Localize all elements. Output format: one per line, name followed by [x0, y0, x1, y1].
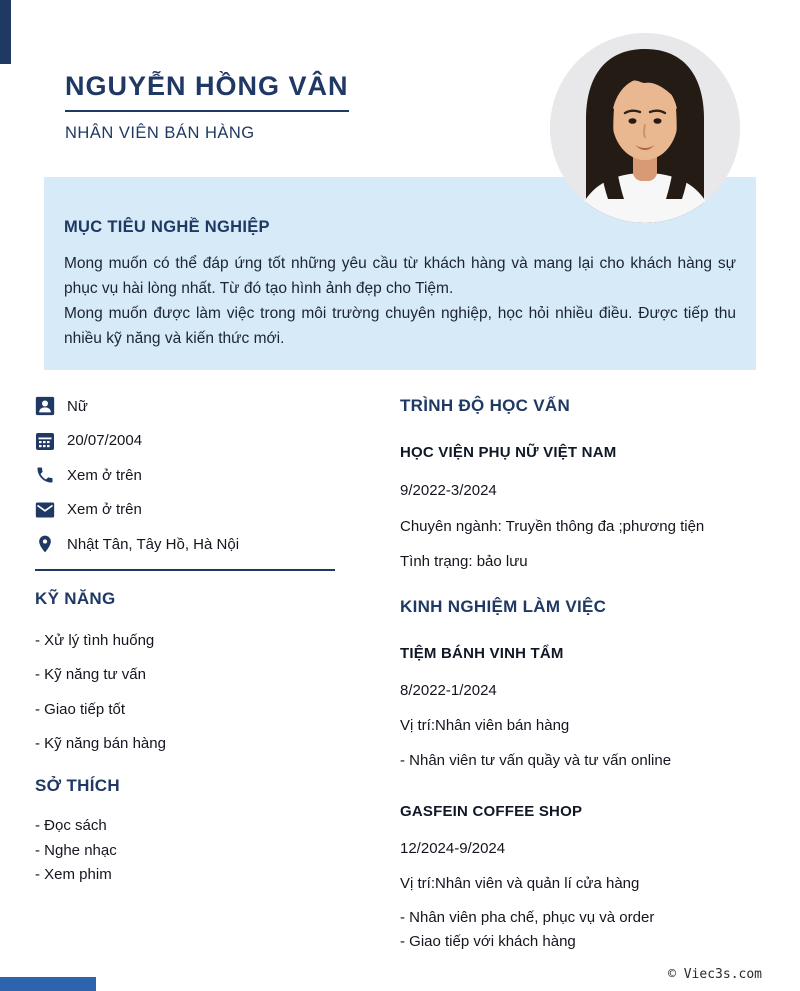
person-icon: [35, 396, 55, 416]
info-email-value: Xem ở trên: [67, 501, 142, 518]
location-icon: [35, 534, 55, 554]
header: [65, 72, 349, 143]
info-row-gender: [35, 396, 337, 416]
info-birthdate-value: 20/07/2004: [67, 432, 143, 449]
education-major: Chuyên ngành: Truyền thông đa ;phương tiện: [400, 518, 705, 535]
job-detail: - Nhân viên tư vấn quầy và tư vấn online: [400, 752, 672, 769]
info-address-value: Nhật Tân, Tây Hồ, Hà Nội: [67, 535, 240, 553]
education-status: Tình trạng: bảo lưu: [400, 553, 528, 570]
job-detail: - Giao tiếp với khách hàng: [400, 933, 576, 950]
job-period: 8/2022-1/2024: [400, 682, 497, 699]
skills-section: [35, 589, 337, 754]
watermark-credit: © Viec3s.com: [668, 967, 762, 982]
objective-paragraph-1: Mong muốn có thể đáp ứng tốt những yêu cầu từ khách hàng và mang lại cho khách hàng sự phục vụ hài lòng nhất. Từ đó tạo hình ảnh đẹp cho Tiệm.: [64, 255, 736, 297]
info-row-address: [35, 534, 337, 554]
education-period: 9/2022-3/2024: [400, 482, 497, 499]
portrait-illustration: [550, 33, 740, 223]
company-name: TIỆM BÁNH VINH TẨM: [400, 645, 564, 662]
skill-item: - Giao tiếp tốt: [35, 700, 126, 718]
bottom-accent-bar: [0, 977, 96, 991]
divider-line: [35, 569, 335, 571]
left-column: [35, 396, 337, 884]
profile-photo: [550, 33, 740, 223]
job-position: Vị trí:Nhân viên bán hàng: [400, 717, 570, 734]
skill-item: - Kỹ năng bán hàng: [35, 735, 166, 752]
hobby-item: - Đọc sách: [35, 817, 107, 834]
info-row-birthdate: [35, 431, 337, 451]
company-name: GASFEIN COFFEE SHOP: [400, 803, 583, 820]
skill-item: - Xử lý tình huống: [35, 631, 155, 649]
hobby-item: - Nghe nhạc: [35, 841, 117, 859]
email-icon: [35, 500, 55, 520]
right-column: [400, 396, 772, 951]
info-row-email: [35, 500, 337, 520]
job-period: 12/2024-9/2024: [400, 840, 506, 857]
experience-heading: KINH NGHIỆM LÀM VIỆC: [400, 597, 607, 616]
calendar-icon: [35, 431, 55, 451]
hobby-item: - Xem phim: [35, 866, 112, 883]
skills-heading: KỸ NĂNG: [35, 588, 116, 608]
education-heading: TRÌNH ĐỘ HỌC VẤN: [400, 396, 571, 415]
info-phone-value: Xem ở trên: [67, 466, 142, 484]
phone-icon: [35, 465, 55, 485]
skill-item: - Kỹ năng tư vấn: [35, 666, 146, 683]
job-detail: - Nhân viên pha chế, phục vụ và order: [400, 909, 655, 926]
candidate-job-title: NHÂN VIÊN BÁN HÀNG: [65, 124, 255, 142]
objective-paragraph-2: Mong muốn được làm việc trong môi trường chuyên nghiệp, học hỏi nhiều điều. Được tiếp thu nhiều kỹ năng và kiến thức mới.: [64, 305, 736, 347]
objective-heading: MỤC TIÊU NGHỀ NGHIỆP: [64, 218, 270, 236]
school-name: HỌC VIỆN PHỤ NỮ VIỆT NAM: [400, 444, 617, 461]
info-gender-value: Nữ: [67, 397, 88, 415]
top-accent-bar: [0, 0, 11, 64]
candidate-name: NGUYỄN HỒNG VÂN: [65, 72, 349, 112]
job-position: Vị trí:Nhân viên và quản lí cửa hàng: [400, 875, 640, 892]
info-row-phone: [35, 465, 337, 485]
hobbies-section: [35, 776, 337, 884]
hobbies-heading: SỞ THÍCH: [35, 776, 120, 795]
